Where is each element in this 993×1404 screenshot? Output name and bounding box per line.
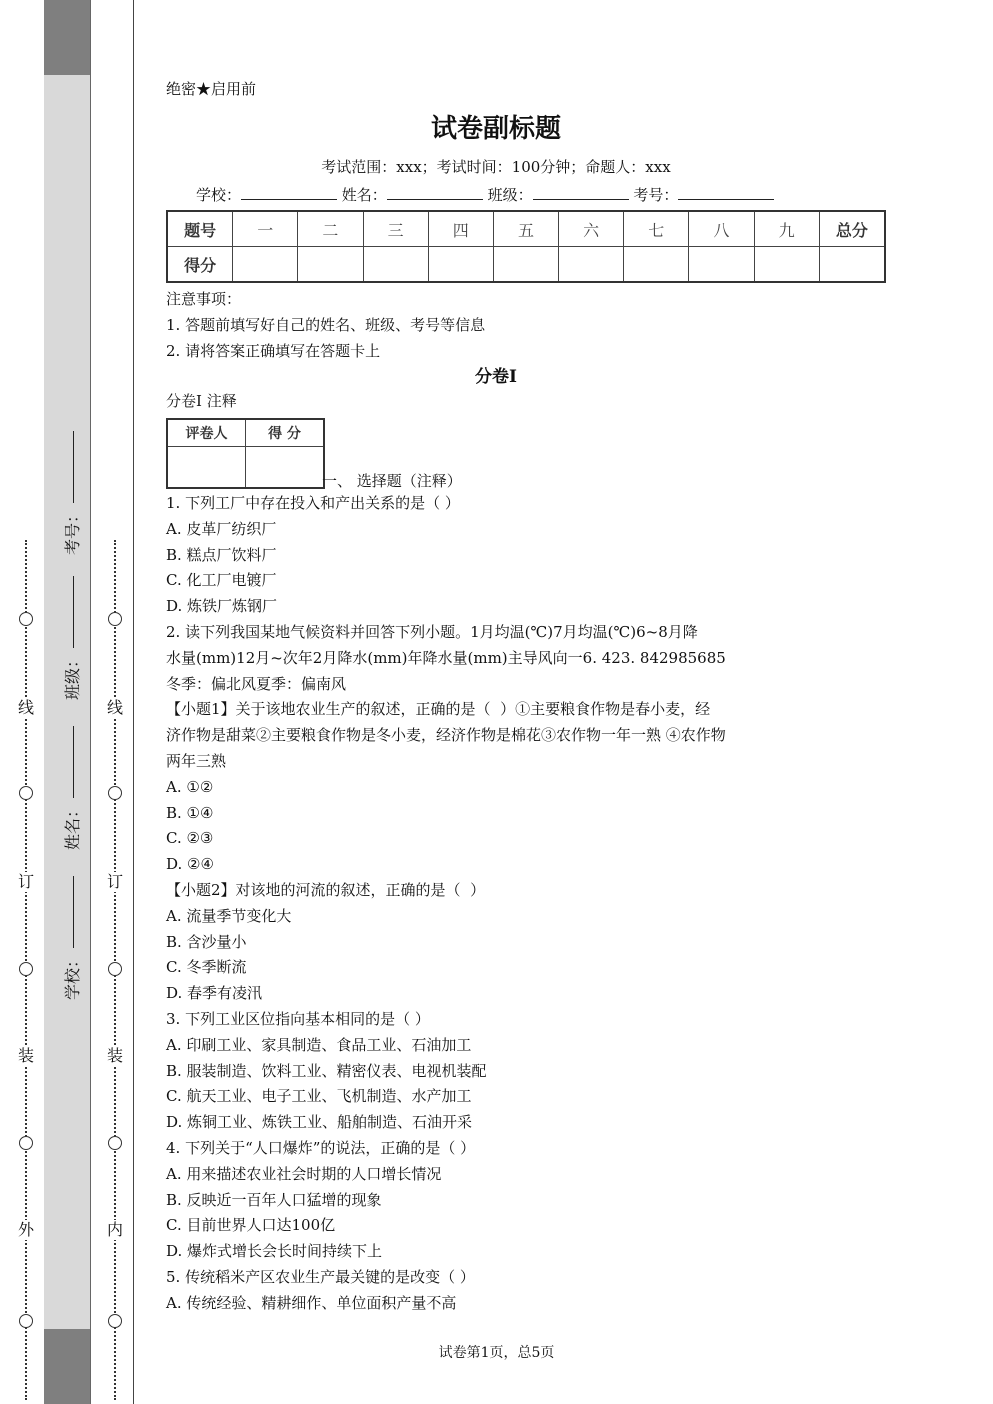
sidebar-field-label: 考号： bbox=[63, 506, 82, 555]
sidebar-field-class bbox=[60, 576, 83, 700]
sub-question-line: 【小题2】对该地的河流的叙述，正确的是（ ） bbox=[166, 880, 486, 899]
outer-circle-mark bbox=[19, 962, 33, 976]
outer-mark-zhuang: 装 bbox=[15, 1046, 37, 1066]
strip-bottom-block bbox=[44, 1329, 91, 1404]
option-line: A. ①② bbox=[166, 777, 214, 796]
score-header-cell: 九 bbox=[754, 211, 819, 247]
notes-item: 2. 请将答案正确填写在答题卡上 bbox=[166, 342, 381, 360]
option-line: C. 航天工业、电子工业、飞机制造、水产加工 bbox=[166, 1087, 472, 1106]
exam-no-blank[interactable] bbox=[678, 185, 774, 200]
option-line: D. ②④ bbox=[166, 855, 214, 874]
exam-no-label: 考号： bbox=[633, 186, 679, 204]
part-note: 分卷I 注释 bbox=[166, 392, 237, 410]
score-header-cell: 八 bbox=[689, 211, 754, 247]
option-line: D. 爆炸式增长会长时间持续下上 bbox=[166, 1242, 383, 1261]
option-line: B. 含沙量小 bbox=[166, 932, 247, 951]
inner-circle-mark bbox=[108, 786, 122, 800]
score-header-cell: 题号 bbox=[167, 211, 233, 247]
score-table-header-row bbox=[167, 211, 885, 247]
part-title: 分卷I bbox=[475, 367, 517, 387]
option-line: B. ①④ bbox=[166, 803, 214, 822]
sub-question-line: 济作物是甜菜②主要粮食作物是冬小麦，经济作物是棉花③农作物一年一熟 ④农作物 bbox=[166, 726, 726, 745]
option-line: B. 反映近一百年人口猛增的现象 bbox=[166, 1190, 382, 1209]
option-line: C. ②③ bbox=[166, 829, 214, 848]
inner-mark-ding: 订 bbox=[104, 872, 126, 892]
score-cell[interactable] bbox=[689, 247, 754, 283]
sidebar-field-blank[interactable] bbox=[73, 876, 74, 948]
score-header-cell: 六 bbox=[559, 211, 624, 247]
sidebar-field-blank[interactable] bbox=[73, 726, 74, 798]
inner-circle-mark bbox=[108, 1136, 122, 1150]
score-cell[interactable] bbox=[233, 247, 298, 283]
outer-mark-ding: 订 bbox=[15, 872, 37, 892]
option-line: A. 流量季节变化大 bbox=[166, 906, 292, 925]
sidebar-field-label: 班级： bbox=[63, 651, 82, 700]
grader-table bbox=[166, 418, 325, 489]
option-line: A. 用来描述农业社会时期的人口增长情况 bbox=[166, 1164, 442, 1183]
binding-margin-strip bbox=[44, 0, 91, 1404]
questions-list bbox=[166, 491, 836, 1317]
option-line: C. 冬季断流 bbox=[166, 958, 247, 977]
outer-circle-mark bbox=[19, 1136, 33, 1150]
strip-divider bbox=[90, 0, 91, 1404]
outer-circle-mark bbox=[19, 1314, 33, 1328]
score-cell[interactable] bbox=[363, 247, 428, 283]
class-blank[interactable] bbox=[533, 185, 629, 200]
option-line: C. 化工厂电镀厂 bbox=[166, 571, 277, 590]
outer-mark-wai: 外 bbox=[15, 1220, 37, 1240]
grader-cell[interactable] bbox=[246, 447, 325, 489]
notes-block bbox=[166, 286, 485, 364]
inner-mark-nei: 内 bbox=[104, 1220, 126, 1240]
strip-top-block bbox=[44, 0, 91, 75]
inner-mark-xian: 线 bbox=[104, 698, 126, 718]
score-header-cell: 一 bbox=[233, 211, 298, 247]
score-cell[interactable] bbox=[819, 247, 885, 283]
score-header-cell: 五 bbox=[493, 211, 558, 247]
confidential-label: 绝密★启用前 bbox=[166, 80, 257, 98]
score-header-cell: 四 bbox=[428, 211, 493, 247]
option-line: B. 糕点厂饮料厂 bbox=[166, 545, 277, 564]
option-line: A. 传统经验、精耕细作、单位面积产量不高 bbox=[166, 1293, 457, 1312]
grader-body-row bbox=[167, 447, 324, 489]
outer-circle-mark bbox=[19, 786, 33, 800]
notes-title: 注意事项： bbox=[166, 290, 242, 308]
score-cell[interactable] bbox=[754, 247, 819, 283]
score-cell[interactable] bbox=[298, 247, 363, 283]
name-blank[interactable] bbox=[387, 185, 483, 200]
sidebar-field-label: 学校： bbox=[63, 951, 82, 1000]
grader-header-cell: 评卷人 bbox=[167, 419, 246, 447]
score-cell[interactable] bbox=[624, 247, 689, 283]
school-label: 学校： bbox=[196, 186, 242, 204]
score-header-cell: 总分 bbox=[819, 211, 885, 247]
option-line: A. 印刷工业、家具制造、食品工业、石油加工 bbox=[166, 1035, 472, 1054]
question-line: 1. 下列工厂中存在投入和产出关系的是（ ） bbox=[166, 494, 460, 512]
class-label: 班级： bbox=[487, 186, 533, 204]
outer-circle-mark bbox=[19, 612, 33, 626]
student-info-row bbox=[196, 184, 774, 205]
name-label: 姓名： bbox=[341, 186, 387, 204]
question-line: 冬季：偏北风夏季：偏南风 bbox=[166, 674, 347, 693]
sidebar-field-label: 姓名： bbox=[63, 801, 82, 850]
option-line: D. 炼铜工业、炼铁工业、船舶制造、石油开采 bbox=[166, 1113, 473, 1132]
section-heading: 一、 选择题（注释） bbox=[322, 472, 462, 490]
sidebar-field-exam-no bbox=[60, 431, 83, 555]
score-cell[interactable] bbox=[428, 247, 493, 283]
score-header-cell: 二 bbox=[298, 211, 363, 247]
question-line: 2. 读下列我国某地气候资料并回答下列小题。1月均温(℃)7月均温(℃)6~8月降 bbox=[166, 622, 698, 641]
question-line: 3. 下列工业区位指向基本相同的是（ ） bbox=[166, 1009, 430, 1028]
sidebar-field-name bbox=[60, 726, 83, 850]
inner-circle-mark bbox=[108, 1314, 122, 1328]
option-line: D. 炼铁厂炼钢厂 bbox=[166, 597, 278, 616]
grader-header-cell: 得 分 bbox=[246, 419, 325, 447]
score-cell[interactable] bbox=[493, 247, 558, 283]
page-title: 试卷副标题 bbox=[430, 114, 561, 144]
score-row-label: 得分 bbox=[167, 247, 233, 283]
question-line: 水量(mm)12月~次年2月降水(mm)年降水量(mm)主导风向一6. 423. 842985685 bbox=[166, 648, 726, 667]
question-line: 5. 传统稻米产区农业生产最关键的是改变（ ） bbox=[166, 1267, 475, 1286]
grader-cell[interactable] bbox=[167, 447, 246, 489]
grader-header-row bbox=[167, 419, 324, 447]
score-header-cell: 三 bbox=[363, 211, 428, 247]
option-line: C. 目前世界人口达100亿 bbox=[166, 1216, 336, 1235]
outer-mark-xian: 线 bbox=[15, 698, 37, 718]
score-header-cell: 七 bbox=[624, 211, 689, 247]
sub-question-line: 两年三熟 bbox=[166, 751, 227, 770]
sidebar-field-blank[interactable] bbox=[73, 576, 74, 648]
page-footer: 试卷第1页，总5页 bbox=[438, 1345, 555, 1361]
inner-circle-mark bbox=[108, 612, 122, 626]
notes-item: 1. 答题前填写好自己的姓名、班级、考号等信息 bbox=[166, 316, 486, 334]
inner-mark-zhuang: 装 bbox=[104, 1046, 126, 1066]
option-line: D. 春季有凌汛 bbox=[166, 984, 263, 1003]
inner-circle-mark bbox=[108, 962, 122, 976]
score-table bbox=[166, 210, 886, 283]
option-line: B. 服装制造、饮料工业、精密仪表、电视机装配 bbox=[166, 1061, 487, 1080]
option-line: A. 皮革厂纺织厂 bbox=[166, 519, 277, 538]
sidebar-field-school bbox=[60, 876, 83, 1000]
sub-question-line: 【小题1】关于该地农业生产的叙述，正确的是（ ）①主要粮食作物是春小麦，经 bbox=[166, 700, 711, 719]
school-blank[interactable] bbox=[241, 185, 337, 200]
sidebar-field-blank[interactable] bbox=[73, 431, 74, 503]
exam-info: 考试范围：xxx；考试时间：100分钟；命题人：xxx bbox=[321, 158, 671, 176]
margin-border-line bbox=[133, 0, 134, 1404]
score-table-score-row bbox=[167, 247, 885, 283]
score-cell[interactable] bbox=[559, 247, 624, 283]
question-line: 4. 下列关于“人口爆炸”的说法，正确的是（ ） bbox=[166, 1138, 476, 1157]
